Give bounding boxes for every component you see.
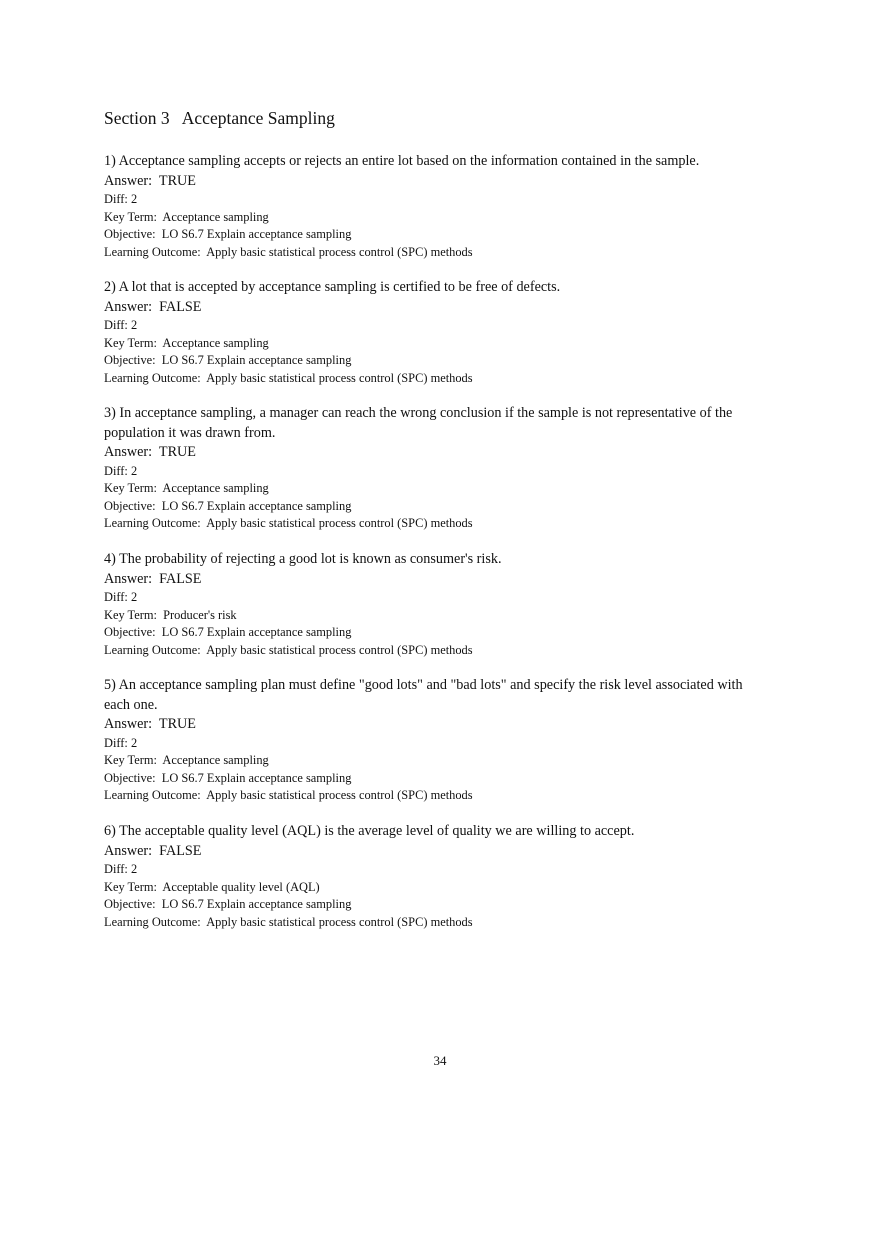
question-text: 6) The acceptable quality level (AQL) is the average level of quality we are willing to accept. [104, 823, 635, 839]
question-key-term: Key Term: Acceptance sampling [104, 209, 269, 224]
question-learning-outcome: Learning Outcome: Apply basic statistical process control (SPC) methods [104, 788, 473, 803]
question-text: 2) A lot that is accepted by acceptance sampling is certified to be free of defects. [104, 279, 561, 295]
question-difficulty: Diff: 2 [104, 192, 138, 206]
question-text: 1) Acceptance sampling accepts or rejects an entire lot based on the information contained in the sample. [104, 153, 700, 169]
question-learning-outcome: Learning Outcome: Apply basic statistical process control (SPC) methods [104, 642, 473, 657]
question-2 [104, 278, 744, 387]
question-answer: Answer: FALSE [104, 842, 202, 859]
question-learning-outcome: Learning Outcome: Apply basic statistical process control (SPC) methods [104, 914, 473, 929]
question-6 [104, 822, 744, 931]
question-objective: Objective: LO S6.7 Explain acceptance sampling [104, 498, 352, 513]
question-objective: Objective: LO S6.7 Explain acceptance sampling [104, 897, 352, 912]
question-key-term: Key Term: Producer's risk [104, 607, 237, 622]
question-key-term: Key Term: Acceptance sampling [104, 481, 269, 496]
question-difficulty: Diff: 2 [104, 735, 138, 750]
page-number: 34 [433, 1053, 447, 1068]
question-difficulty: Diff: 2 [104, 862, 138, 876]
question-objective: Objective: LO S6.7 Explain acceptance sampling [104, 227, 352, 242]
question-difficulty: Diff: 2 [104, 318, 138, 332]
question-text: 4) The probability of rejecting a good lot is known as consumer's risk. [104, 551, 502, 567]
question-difficulty: Diff: 2 [104, 463, 138, 478]
question-objective: Objective: LO S6.7 Explain acceptance sampling [104, 353, 352, 368]
question-text: 3) In acceptance sampling, a manager can reach the wrong conclusion if the sample is not representative of the population it was drawn from. [104, 405, 733, 441]
question-answer: Answer: TRUE [104, 716, 196, 732]
question-objective: Objective: LO S6.7 Explain acceptance sampling [104, 770, 352, 785]
question-answer: Answer: FALSE [104, 570, 202, 587]
question-learning-outcome: Learning Outcome: Apply basic statistical process control (SPC) methods [104, 244, 473, 259]
question-3 [104, 404, 744, 533]
question-key-term: Key Term: Acceptable quality level (AQL) [104, 879, 320, 894]
question-learning-outcome: Learning Outcome: Apply basic statistical process control (SPC) methods [104, 370, 473, 385]
question-answer: Answer: TRUE [104, 172, 196, 189]
question-learning-outcome: Learning Outcome: Apply basic statistical process control (SPC) methods [104, 516, 473, 531]
question-key-term: Key Term: Acceptance sampling [104, 335, 269, 350]
question-objective: Objective: LO S6.7 Explain acceptance sampling [104, 625, 352, 640]
question-1 [104, 152, 744, 261]
question-answer: Answer: FALSE [104, 298, 202, 315]
question-4 [104, 550, 744, 659]
question-5 [104, 676, 744, 805]
question-answer: Answer: TRUE [104, 444, 196, 460]
section-title: Section 3 Acceptance Sampling [104, 108, 335, 128]
question-text: 5) An acceptance sampling plan must define "good lots" and "bad lots" and specify the risk level associated with each one. [104, 677, 743, 713]
question-key-term: Key Term: Acceptance sampling [104, 753, 269, 768]
question-difficulty: Diff: 2 [104, 590, 138, 604]
